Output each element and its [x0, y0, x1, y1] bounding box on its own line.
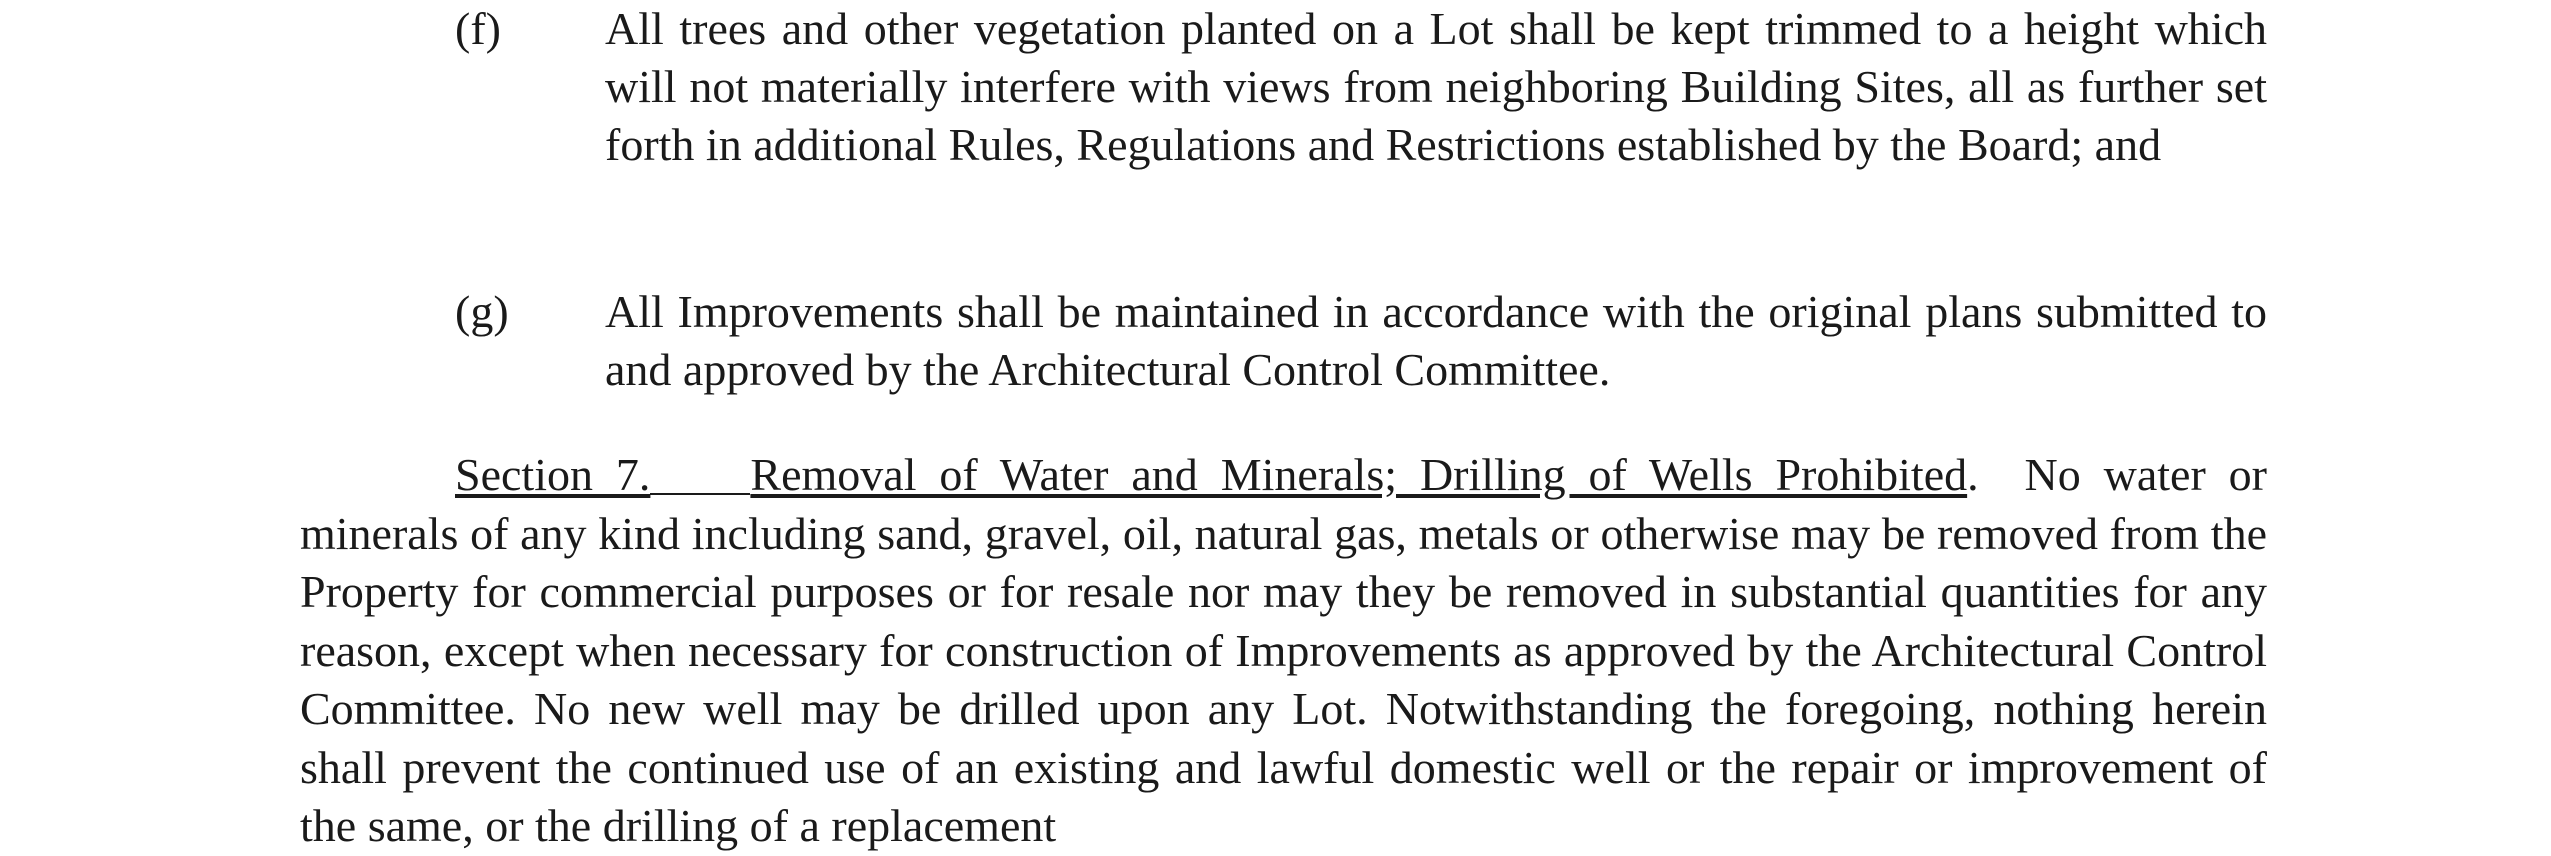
section-heading-gap — [650, 483, 750, 495]
item-label: (f) — [455, 3, 501, 54]
item-text: All trees and other vegetation planted on a Lot shall be kept trimmed to a height which will not materially interfere with views from neighboring Building Sites, all as further set forth in additional Rules, Regulations and Restrictions established by the Board; and — [605, 3, 2267, 170]
section-body: No water or minerals of any kind including sand, gravel, oil, natural gas, metals or otherwise may be removed from the Property for commercial purposes or for resale nor may they be removed in substantial quantities for any reason, except when necessary for construction of Improvements as approved by the Architectural Control Committee. No new well may be drilled upon any Lot. Notwithstanding the foregoing, nothing herein shall prevent the continued use of an existing and lawful domestic well or the repair or improvement of the same, or the drilling of a replacement — [300, 449, 2267, 851]
section-number: Section 7. — [455, 449, 651, 500]
section-7-paragraph — [300, 446, 2267, 856]
section-title: Removal of Water and Minerals; Drilling of Wells Prohibited — [750, 449, 1968, 500]
item-label: (g) — [455, 286, 509, 337]
section-title-period: . — [1967, 449, 1979, 500]
item-text: All Improvements shall be maintained in accordance with the original plans submitted to and approved by the Architectural Control Committee. — [605, 286, 2267, 395]
